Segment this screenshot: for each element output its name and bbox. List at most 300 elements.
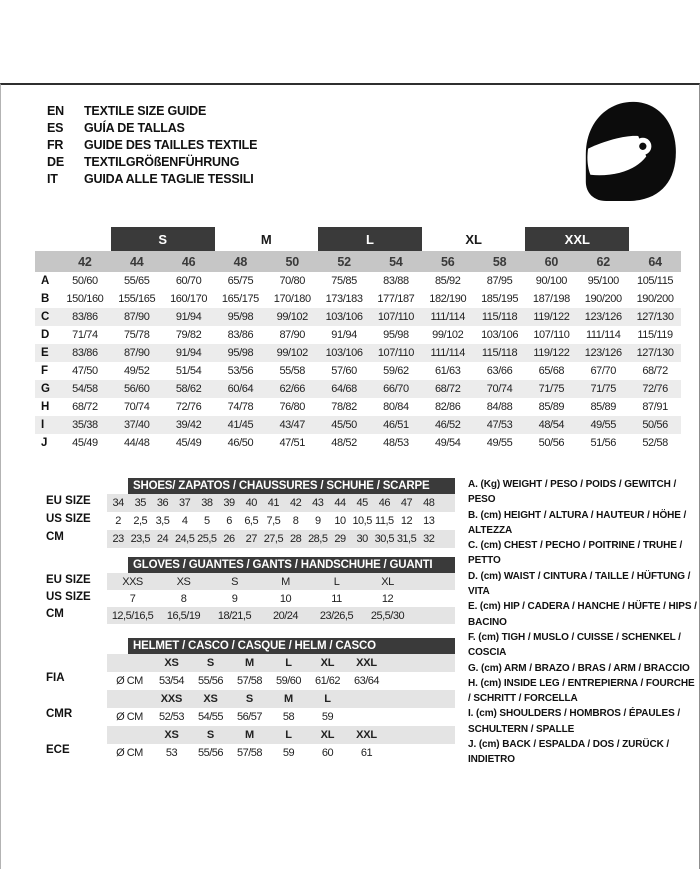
measurement-row-label: J [41, 437, 48, 449]
legend-item: I. (cm) SHOULDERS / HOMBROS / ÉPAULES / SCHULTERN / SPALLE [468, 708, 681, 735]
measurement-value: 44/48 [123, 437, 150, 449]
gloves-value: 7 [129, 592, 136, 605]
measurement-value: 71/75 [577, 380, 629, 398]
shoes-value: 28 [285, 530, 307, 548]
shoes-value: 6 [226, 515, 232, 527]
gloves-value: XXS [107, 573, 158, 590]
measurement-row [35, 308, 681, 326]
size-number: 64 [629, 251, 681, 272]
measurement-value: 65/68 [538, 365, 565, 377]
measurement-value: 35/38 [59, 416, 111, 434]
measurement-value: 107/110 [370, 308, 422, 326]
shoes-value: 31,5 [395, 530, 417, 548]
gloves-eu-size-label: EU SIZE [46, 574, 91, 586]
measurement-value: 68/72 [72, 401, 98, 413]
shoes-size-table [107, 494, 455, 548]
measurement-value: 99/102 [266, 344, 318, 362]
helmet-size-header-row [107, 726, 455, 744]
gloves-value: 20/24 [260, 607, 311, 624]
language-code: EN [47, 104, 64, 118]
size-number: 54 [370, 251, 422, 272]
gloves-value: 16,5/19 [158, 607, 209, 624]
measurement-value: 47/53 [474, 416, 526, 434]
measurement-value: 41/45 [215, 416, 267, 434]
language-title: GUÍA DE TALLAS [84, 121, 185, 135]
shoes-value: 13 [423, 515, 435, 527]
measurement-value: 39/42 [163, 416, 215, 434]
language-code: ES [47, 121, 64, 135]
measurement-row [35, 272, 681, 290]
helmet-value-row [107, 708, 455, 726]
measurement-value: 37/40 [111, 416, 163, 434]
legend-item: B. (cm) HEIGHT / ALTURA / HAUTEUR / HÖHE / ALTEZZA [468, 509, 687, 536]
legend-item: F. (cm) TIGH / MUSLO / CUISSE / SCHENKEL / COSCIA [468, 631, 681, 659]
shoes-value: 40 [240, 494, 262, 512]
measurement-value: 83/86 [59, 308, 111, 326]
measurement-value: 50/56 [629, 416, 681, 434]
shoes-value: 38 [196, 494, 218, 512]
measurement-value: 105/115 [637, 275, 674, 287]
measurement-value: 87/90 [279, 329, 305, 341]
measurement-value: 115/118 [474, 308, 526, 326]
shoes-value: 36 [151, 494, 173, 512]
measurement-value: 82/86 [434, 401, 461, 413]
shoes-eu-size-label: EU SIZE [46, 495, 91, 507]
measurement-value: 127/130 [629, 308, 681, 326]
shoes-value: 7,5 [266, 515, 281, 527]
size-number: 62 [577, 251, 629, 272]
legend-item: H. (cm) INSIDE LEG / ENTREPIERNA / FOURCHE / SCHRITT / FORCELLA [468, 677, 695, 705]
measurement-row [35, 398, 681, 416]
shoes-value: 30,5 [373, 530, 395, 548]
size-number: 42 [59, 251, 111, 272]
measurement-row-label: G [35, 380, 59, 398]
measurement-value: 103/106 [318, 344, 370, 362]
helmet-value: 55/56 [191, 744, 230, 762]
helmet-size: L [269, 654, 308, 672]
size-number: 56 [422, 251, 474, 272]
gloves-value: XL [362, 573, 413, 590]
measurement-value: 46/50 [227, 437, 254, 449]
measurement-value: 115/118 [474, 344, 526, 362]
measurement-value: 111/114 [422, 308, 474, 326]
measurement-value: 60/64 [215, 380, 267, 398]
helmet-size: S [191, 654, 230, 672]
measurement-value: 79/82 [175, 329, 202, 341]
measurement-value: 51/56 [590, 437, 616, 449]
measurement-value: 56/60 [111, 380, 163, 398]
shoes-value: 29 [329, 530, 351, 548]
helmet-size: L [269, 726, 308, 744]
gloves-value: 10 [279, 592, 292, 605]
measurement-row-label: H [41, 401, 50, 413]
measurement-value: 64/68 [318, 380, 370, 398]
measurement-value: 95/100 [587, 275, 619, 287]
helmet-ece-label: ECE [46, 744, 70, 756]
helmet-section-title: HELMET / CASCO / CASQUE / HELM / CASCO [128, 638, 455, 654]
measurement-value: 72/76 [175, 401, 202, 413]
shoes-value: 25,5 [196, 530, 218, 548]
measurement-value: 111/114 [422, 344, 474, 362]
shoes-value: 35 [129, 494, 151, 512]
helmet-value: 55/56 [191, 672, 230, 690]
size-number: 50 [266, 251, 318, 272]
gloves-cm-label: CM [46, 608, 64, 620]
measurement-row [35, 362, 681, 380]
measurement-value: 95/98 [215, 344, 267, 362]
shoes-row [107, 530, 455, 548]
shoes-value: 39 [218, 494, 240, 512]
language-title: TEXTILGRÖßENFÜHRUNG [84, 155, 240, 169]
helmet-size [347, 690, 386, 708]
legend-item: D. (cm) WAIST / CINTURA / TAILLE / HÜFTUNG / VITA [468, 570, 691, 598]
shoes-value: 9 [314, 515, 321, 527]
measurement-value: 87/90 [111, 344, 163, 362]
helmet-value: 61 [347, 744, 386, 762]
measurement-value: 47/50 [72, 365, 98, 377]
measurement-value: 190/200 [584, 293, 622, 305]
measurement-value: 66/70 [370, 380, 422, 398]
shoes-value: 6,5 [244, 515, 259, 527]
language-title: TEXTILE SIZE GUIDE [84, 104, 207, 118]
gloves-value: 11 [331, 592, 342, 605]
measurement-value: 43/47 [266, 416, 318, 434]
measurement-row-label: F [41, 365, 49, 377]
measurement-value: 53/56 [227, 365, 254, 377]
shoes-value: 42 [285, 494, 307, 512]
helmet-value [347, 708, 386, 726]
measurement-value: 78/82 [331, 401, 357, 413]
shoes-value: 2,5 [133, 515, 148, 527]
helmet-value: 56/57 [230, 708, 269, 726]
language-code: FR [47, 138, 64, 152]
measurement-value: 58/62 [163, 380, 215, 398]
measurement-value: 70/74 [474, 380, 526, 398]
measurement-row [35, 290, 681, 308]
gloves-value: 25,5/30 [362, 607, 413, 624]
legend-item: E. (cm) HIP / CADERA / HANCHE / HÜFTE / HIPS / BACINO [468, 601, 697, 628]
measurement-row-label: C [35, 308, 59, 326]
measurement-value: 50/56 [538, 437, 565, 449]
shoes-value: 11,5 [375, 515, 394, 527]
size-number: 44 [111, 251, 163, 272]
measurement-row [35, 416, 681, 434]
measurement-value: 57/60 [331, 365, 357, 377]
gloves-section-title: GLOVES / GUANTES / GANTS / HANDSCHUHE / GUANTI [128, 557, 455, 573]
measurement-value: 50/60 [72, 275, 98, 287]
racing-helmet-icon [570, 95, 686, 209]
gloves-value: 23/26,5 [311, 607, 362, 624]
helmet-value: 58 [269, 708, 308, 726]
language-row [47, 120, 257, 137]
measurement-value: 107/110 [533, 329, 570, 341]
helmet-diameter-label: Ø CM [107, 672, 152, 690]
helmet-size: XXL [347, 654, 386, 672]
measurement-value: 87/90 [111, 308, 163, 326]
measurement-value: 49/55 [486, 437, 513, 449]
measurement-value: 51/54 [175, 365, 202, 377]
gloves-row [107, 590, 455, 607]
shoes-value: 10 [334, 515, 346, 527]
helmet-size: XXL [347, 726, 386, 744]
helmet-size-header-row [107, 690, 455, 708]
helmet-size: XS [152, 726, 191, 744]
measurement-value: 95/98 [383, 329, 409, 341]
measurement-value: 165/175 [221, 293, 259, 305]
helmet-value: 57/58 [230, 744, 269, 762]
helmet-value: 63/64 [347, 672, 386, 690]
helmet-fia-label: FIA [46, 672, 65, 684]
shoes-value: 8 [292, 515, 299, 527]
shoes-value: 23 [107, 530, 129, 548]
measurement-value: 99/102 [432, 329, 464, 341]
measurement-value: 103/106 [318, 308, 370, 326]
size-group-xxl: XXL [525, 227, 629, 251]
size-number-bar [35, 251, 681, 272]
helmet-value: 61/62 [308, 672, 347, 690]
measurement-value: 46/52 [422, 416, 474, 434]
measurement-value: 91/94 [163, 344, 215, 362]
helmet-size-header-row [107, 654, 455, 672]
measurement-value: 63/66 [486, 365, 513, 377]
shoes-value: 23,5 [129, 530, 151, 548]
shoes-value: 28,5 [307, 530, 329, 548]
shoes-cm-label: CM [46, 531, 64, 543]
gloves-value: M [260, 573, 311, 590]
measurement-row [35, 326, 681, 344]
measurement-value: 115/119 [637, 329, 673, 341]
measurement-value: 95/98 [215, 308, 267, 326]
helmet-value-row [107, 744, 455, 762]
helmet-value: 59 [308, 708, 347, 726]
measurement-value: 177/187 [377, 293, 415, 305]
language-code: IT [47, 172, 58, 186]
helmet-value: 60 [308, 744, 347, 762]
measurement-value: 45/50 [318, 416, 370, 434]
measurement-value: 55/58 [279, 365, 305, 377]
measurement-value: 187/198 [532, 293, 570, 305]
measurement-value: 48/54 [525, 416, 577, 434]
helmet-cmr-label: CMR [46, 708, 73, 720]
shoes-value: 12 [400, 515, 413, 527]
size-group-row [35, 227, 681, 251]
size-group-m: M [260, 231, 272, 247]
helmet-size: XS [191, 690, 230, 708]
helmet-value: 52/53 [152, 708, 191, 726]
measurement-row-label: I [35, 416, 59, 434]
helmet-size: L [308, 690, 347, 708]
language-row [47, 154, 257, 171]
shoes-value: 27 [240, 530, 262, 548]
helmet-size: XL [308, 726, 347, 744]
shoes-row [107, 512, 455, 530]
measurement-value: 60/70 [175, 275, 202, 287]
shoes-value: 44 [329, 494, 351, 512]
measurement-value: 91/94 [331, 329, 357, 341]
measurement-value: 62/66 [266, 380, 318, 398]
measurement-value: 70/80 [279, 275, 305, 287]
shoes-value: 24 [151, 530, 173, 548]
measurement-value: 99/102 [266, 308, 318, 326]
language-row [47, 137, 257, 154]
language-code: DE [47, 155, 64, 169]
measurement-value: 46/51 [370, 416, 422, 434]
measurement-value: 85/89 [538, 401, 565, 413]
gloves-us-size-label: US SIZE [46, 591, 91, 603]
measurement-value: 80/84 [383, 401, 409, 413]
measurement-value: 65/75 [227, 275, 254, 287]
helmet-value: 57/58 [230, 672, 269, 690]
helmet-value: 54/55 [191, 708, 230, 726]
gloves-size-table [107, 573, 455, 624]
size-number: 60 [525, 251, 577, 272]
helmet-size: M [230, 726, 269, 744]
size-number: 46 [163, 251, 215, 272]
shoes-value: 37 [174, 494, 196, 512]
shoes-value: 46 [373, 494, 395, 512]
gloves-row [107, 607, 455, 624]
legend-item: A. (Kg) WEIGHT / PESO / POIDS / GEWITCH / PESO [468, 479, 677, 506]
measurement-value: 127/130 [629, 344, 681, 362]
measurement-value: 54/58 [59, 380, 111, 398]
measurement-value: 49/54 [434, 437, 461, 449]
measurement-value: 45/49 [72, 437, 98, 449]
measurement-value: 84/88 [486, 401, 513, 413]
measurement-value: 75/78 [123, 329, 150, 341]
helmet-value: 53 [152, 744, 191, 762]
helmet-size: XXS [152, 690, 191, 708]
measurement-value: 47/51 [279, 437, 305, 449]
measurement-value: 49/55 [577, 416, 629, 434]
measurement-value: 87/91 [642, 401, 668, 413]
measurement-value: 90/100 [535, 275, 568, 287]
gloves-value: L [311, 573, 362, 590]
helmet-value: 53/54 [152, 672, 191, 690]
measurement-value: 59/62 [383, 365, 409, 377]
legend-item: G. (cm) ARM / BRAZO / BRAS / ARM / BRACCIO [468, 662, 690, 674]
measurement-row-label: D [41, 329, 50, 341]
measurement-value: 61/63 [434, 365, 461, 377]
helmet-size-table [107, 654, 455, 762]
measurement-value: 55/65 [123, 275, 150, 287]
measurement-legend [468, 477, 698, 768]
language-list [47, 103, 257, 188]
size-group-s: S [111, 227, 215, 251]
measurement-value: 182/190 [429, 293, 467, 305]
measurement-value: 68/72 [422, 380, 474, 398]
shoes-value: 27,5 [262, 530, 284, 548]
legend-item: J. (cm) BACK / ESPALDA / DOS / ZURÜCK / INDIETRO [468, 739, 670, 766]
gloves-value: 9 [231, 592, 238, 605]
shoes-value: 30 [351, 530, 373, 548]
shoes-value: 3,5 [155, 515, 170, 527]
measurement-value: 87/95 [486, 275, 513, 287]
measurement-value: 107/110 [370, 344, 422, 362]
language-title: GUIDA ALLE TAGLIE TESSILI [84, 172, 254, 186]
shoes-value: 45 [351, 494, 373, 512]
helmet-diameter-label: Ø CM [107, 744, 152, 762]
shoes-value: 34 [107, 494, 129, 512]
shoes-row [107, 494, 455, 512]
measurement-row-label: E [35, 344, 59, 362]
shoes-value: 4 [181, 515, 188, 527]
helmet-size: XS [152, 654, 191, 672]
gloves-value: 8 [180, 592, 187, 605]
gloves-value: 18/21,5 [209, 607, 260, 624]
language-title: GUIDE DES TAILLES TEXTILE [84, 138, 258, 152]
measurement-value: 111/114 [585, 329, 621, 341]
size-number: 58 [474, 251, 526, 272]
helmet-diameter-label: Ø CM [107, 708, 152, 726]
measurement-value: 85/92 [434, 275, 461, 287]
gloves-value: 12,5/16,5 [107, 607, 158, 624]
measurement-value: 185/195 [481, 293, 519, 305]
helmet-value: 59/60 [269, 672, 308, 690]
measurement-value: 119/122 [525, 308, 577, 326]
measurement-value: 190/200 [636, 293, 674, 305]
textile-size-table [35, 227, 681, 452]
measurement-value: 173/183 [325, 293, 363, 305]
shoes-value: 2 [115, 515, 121, 527]
shoes-value: 24,5 [174, 530, 196, 548]
language-row [47, 103, 257, 120]
measurement-value: 70/74 [123, 401, 150, 413]
measurement-value: 48/53 [383, 437, 409, 449]
shoes-value: 47 [395, 494, 417, 512]
size-group-l: L [318, 227, 422, 251]
measurement-value: 83/86 [227, 329, 254, 341]
gloves-row [107, 573, 455, 590]
shoes-value: 5 [204, 515, 210, 527]
language-row [47, 171, 257, 188]
measurement-value: 72/76 [629, 380, 681, 398]
measurement-value: 45/49 [175, 437, 202, 449]
measurement-value: 150/160 [66, 293, 104, 305]
measurement-value: 155/165 [118, 293, 156, 305]
shoes-value: 26 [218, 530, 240, 548]
shoes-value: 10,5 [352, 515, 372, 527]
measurement-value: 49/52 [123, 365, 150, 377]
measurement-value: 67/70 [590, 365, 616, 377]
helmet-size: S [230, 690, 269, 708]
size-number: 52 [318, 251, 370, 272]
measurement-value: 160/170 [170, 293, 208, 305]
measurement-value: 85/89 [590, 401, 616, 413]
shoes-value: 48 [418, 494, 440, 512]
shoes-value: 43 [307, 494, 329, 512]
measurement-value: 170/180 [273, 293, 311, 305]
measurement-value: 91/94 [163, 308, 215, 326]
measurement-value: 76/80 [279, 401, 305, 413]
measurement-row-label: A [41, 275, 50, 287]
legend-item: C. (cm) CHEST / PECHO / POITRINE / TRUHE / PETTO [468, 540, 683, 567]
measurement-value: 68/72 [642, 365, 668, 377]
helmet-value: 59 [269, 744, 308, 762]
measurement-value: 74/78 [227, 401, 254, 413]
measurement-value: 123/126 [577, 344, 629, 362]
measurement-value: 71/74 [72, 329, 98, 341]
measurement-value: 71/75 [525, 380, 577, 398]
measurement-row [35, 434, 681, 452]
helmet-value-row [107, 672, 455, 690]
shoes-value: 41 [262, 494, 284, 512]
shoes-value: 32 [418, 530, 440, 548]
measurement-value: 103/106 [481, 329, 519, 341]
size-group-xl: XL [465, 231, 482, 247]
measurement-row-label: B [41, 293, 50, 305]
helmet-size: M [230, 654, 269, 672]
measurement-row [35, 380, 681, 398]
